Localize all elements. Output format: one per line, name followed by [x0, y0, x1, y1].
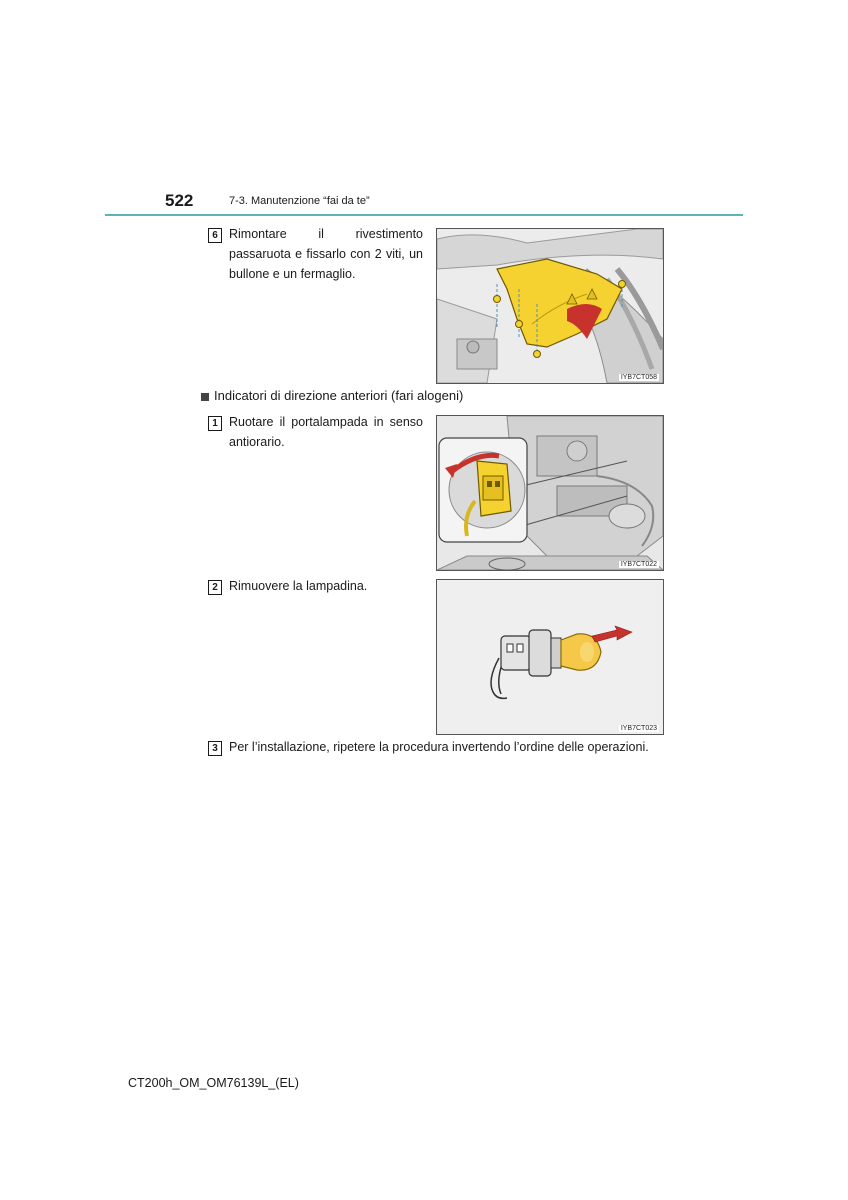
wheel-liner-illustration: [437, 229, 663, 383]
document-code: CT200h_OM_OM76139L_(EL): [128, 1076, 299, 1090]
figure-bulb-holder-rotate: [436, 415, 664, 571]
step-6-text: Rimontare il rivestimento passaruota e fissarlo con 2 viti, un bullone e un fermaglio.: [229, 227, 423, 281]
step-number-1: 1: [208, 416, 222, 431]
subsection-title: Indicatori di direzione anteriori (fari alogeni): [214, 388, 464, 403]
step-1-text: Ruotare il portalampada in senso antiorario.: [229, 415, 423, 449]
section-title: 7-3. Manutenzione “fai da te”: [229, 195, 370, 207]
figure-bulb-removal: [436, 579, 664, 735]
figure-code: IYB7CT023: [620, 725, 657, 732]
step-2-text: Rimuovere la lampadina.: [229, 579, 368, 593]
header-rule: [105, 214, 743, 216]
step-number-2: 2: [208, 580, 222, 595]
figure-wheel-liner: [436, 228, 664, 384]
step-3-text: Per l’installazione, ripetere la procedura invertendo l’ordine delle operazioni.: [229, 740, 649, 754]
step-number-3: 3: [208, 741, 222, 756]
figure-code: IYB7CT022: [620, 561, 657, 568]
page-number: 522: [165, 191, 194, 210]
step-number-6: 6: [208, 228, 222, 243]
figure-code: IYB7CT058: [620, 374, 657, 381]
bulb-removal-illustration: [437, 580, 663, 734]
bulb-holder-rotate-illustration: [437, 416, 663, 570]
subheading-bullet-icon: [201, 393, 209, 401]
